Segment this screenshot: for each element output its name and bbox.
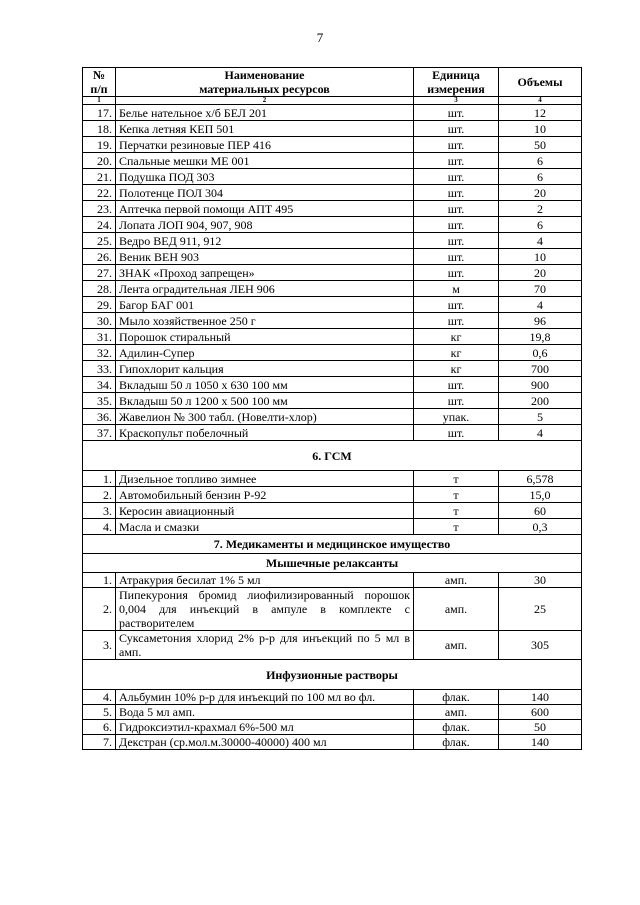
table-row (83, 233, 582, 249)
row-number: 34. (83, 377, 116, 393)
item-name: Аптечка первой помощи АПТ 495 (116, 201, 414, 217)
row-number: 2. (83, 487, 116, 503)
section-title-row (83, 535, 582, 554)
column-index: 3 (414, 97, 499, 105)
item-name: Атракурия бесилат 1% 5 мл (116, 573, 414, 588)
item-unit: шт. (414, 121, 499, 137)
item-volume: 60 (499, 503, 582, 519)
item-unit: кг (414, 345, 499, 361)
item-unit: шт. (414, 377, 499, 393)
item-unit: кг (414, 329, 499, 345)
row-number: 1. (83, 471, 116, 487)
row-number: 27. (83, 265, 116, 281)
item-name: Краскопульт побелочный (116, 425, 414, 441)
item-unit: м (414, 281, 499, 297)
row-number: 24. (83, 217, 116, 233)
item-name: Альбумин 10% р-р для инъекций по 100 мл во фл. (116, 690, 414, 705)
row-number: 29. (83, 297, 116, 313)
item-unit: т (414, 471, 499, 487)
row-number: 20. (83, 153, 116, 169)
row-number: 30. (83, 313, 116, 329)
table-row (83, 265, 582, 281)
table-row (83, 720, 582, 735)
item-unit: флак. (414, 690, 499, 705)
row-number: 26. (83, 249, 116, 265)
item-volume: 12 (499, 105, 582, 121)
item-name: Вода 5 мл амп. (116, 705, 414, 720)
table-row (83, 588, 582, 631)
item-unit: флак. (414, 735, 499, 750)
row-number: 19. (83, 137, 116, 153)
item-unit: шт. (414, 185, 499, 201)
table-row (83, 735, 582, 750)
item-volume: 50 (499, 137, 582, 153)
row-number: 36. (83, 409, 116, 425)
item-unit: т (414, 519, 499, 535)
item-volume: 5 (499, 409, 582, 425)
item-unit: амп. (414, 573, 499, 588)
item-volume: 50 (499, 720, 582, 735)
table-row (83, 217, 582, 233)
item-unit: шт. (414, 297, 499, 313)
item-name: Кепка летняя КЕП 501 (116, 121, 414, 137)
item-name: Порошок стиральный (116, 329, 414, 345)
table-row (83, 201, 582, 217)
item-unit: т (414, 487, 499, 503)
item-volume: 0,6 (499, 345, 582, 361)
item-name: Лопата ЛОП 904, 907, 908 (116, 217, 414, 233)
section-title-row (83, 441, 582, 471)
row-number: 4. (83, 519, 116, 535)
item-unit: шт. (414, 249, 499, 265)
item-name: Адилин-Супер (116, 345, 414, 361)
table-row (83, 297, 582, 313)
row-number: 31. (83, 329, 116, 345)
item-unit: шт. (414, 265, 499, 281)
item-name: Гидроксиэтил-крахмал 6%-500 мл (116, 720, 414, 735)
item-volume: 20 (499, 265, 582, 281)
item-name: Мыло хозяйственное 250 г (116, 313, 414, 329)
item-volume: 96 (499, 313, 582, 329)
table-row (83, 121, 582, 137)
item-name: Перчатки резиновые ПЕР 416 (116, 137, 414, 153)
row-number: 25. (83, 233, 116, 249)
item-volume: 305 (499, 631, 582, 660)
subsection-title: Мышечные релаксанты (83, 554, 582, 573)
row-number: 6. (83, 720, 116, 735)
item-volume: 2 (499, 201, 582, 217)
item-name: Дизельное топливо зимнее (116, 471, 414, 487)
item-volume: 140 (499, 690, 582, 705)
item-unit: шт. (414, 201, 499, 217)
item-name: Масла и смазки (116, 519, 414, 535)
table-row (83, 185, 582, 201)
item-unit: кг (414, 361, 499, 377)
row-number: 3. (83, 503, 116, 519)
item-volume: 4 (499, 425, 582, 441)
item-unit: амп. (414, 705, 499, 720)
table-row (83, 249, 582, 265)
item-name: Ведро ВЕД 911, 912 (116, 233, 414, 249)
row-number: 1. (83, 573, 116, 588)
item-volume: 900 (499, 377, 582, 393)
item-volume: 6 (499, 169, 582, 185)
row-number: 18. (83, 121, 116, 137)
row-number: 35. (83, 393, 116, 409)
item-name: Суксаметония хлорид 2% р-р для инъекций по 5 мл в амп. (116, 631, 414, 660)
table-row (83, 487, 582, 503)
item-volume: 600 (499, 705, 582, 720)
row-number: 32. (83, 345, 116, 361)
item-volume: 70 (499, 281, 582, 297)
table-row (83, 705, 582, 720)
row-number: 4. (83, 690, 116, 705)
item-volume: 6,578 (499, 471, 582, 487)
table-row (83, 361, 582, 377)
table-row (83, 409, 582, 425)
table-row (83, 393, 582, 409)
item-name: Веник ВЕН 903 (116, 249, 414, 265)
table-row (83, 690, 582, 705)
subsection-title-row (83, 660, 582, 690)
row-number: 33. (83, 361, 116, 377)
item-volume: 0,3 (499, 519, 582, 535)
table-row (83, 313, 582, 329)
table-row (83, 631, 582, 660)
subsection-title: Инфузионные растворы (83, 660, 582, 690)
table-row (83, 503, 582, 519)
item-name: Подушка ПОД 303 (116, 169, 414, 185)
item-unit: шт. (414, 137, 499, 153)
item-name: ЗНАК «Проход запрещен» (116, 265, 414, 281)
resources-table (82, 67, 582, 750)
row-number: 17. (83, 105, 116, 121)
table-row (83, 573, 582, 588)
item-unit: упак. (414, 409, 499, 425)
table-row (83, 377, 582, 393)
table-row (83, 345, 582, 361)
row-number: 21. (83, 169, 116, 185)
item-unit: амп. (414, 588, 499, 631)
column-index-row (83, 97, 582, 105)
header-num: № п/п (83, 68, 116, 97)
table-row (83, 281, 582, 297)
table-row (83, 329, 582, 345)
item-name: Пипекурония бромид лиофилизированный порошок 0,004 для инъекций в ампуле в комплекте с растворителем (116, 588, 414, 631)
item-unit: шт. (414, 169, 499, 185)
row-number: 3. (83, 631, 116, 660)
column-index: 1 (83, 97, 116, 105)
item-unit: шт. (414, 105, 499, 121)
item-volume: 700 (499, 361, 582, 377)
section-title: 6. ГСМ (83, 441, 582, 471)
item-name: Вкладыш 50 л 1200 х 500 100 мм (116, 393, 414, 409)
item-volume: 6 (499, 217, 582, 233)
item-volume: 4 (499, 297, 582, 313)
table-header-row (83, 68, 582, 97)
item-name: Декстран (ср.мол.м.30000-40000) 400 мл (116, 735, 414, 750)
item-volume: 19,8 (499, 329, 582, 345)
row-number: 28. (83, 281, 116, 297)
item-name: Полотенце ПОЛ 304 (116, 185, 414, 201)
item-name: Лента оградительная ЛЕН 906 (116, 281, 414, 297)
header-volume: Объемы (499, 68, 582, 97)
item-volume: 10 (499, 249, 582, 265)
item-name: Гипохлорит кальция (116, 361, 414, 377)
table-row (83, 425, 582, 441)
item-volume: 200 (499, 393, 582, 409)
column-index: 2 (116, 97, 414, 105)
table-row (83, 153, 582, 169)
item-name: Жавелион № 300 табл. (Новелти-хлор) (116, 409, 414, 425)
table-row (83, 519, 582, 535)
item-volume: 25 (499, 588, 582, 631)
item-unit: т (414, 503, 499, 519)
item-name: Автомобильный бензин Р-92 (116, 487, 414, 503)
column-index: 4 (499, 97, 582, 105)
item-name: Белье нательное х/б БЕЛ 201 (116, 105, 414, 121)
item-unit: шт. (414, 153, 499, 169)
section-title: 7. Медикаменты и медицинское имущество (83, 535, 582, 554)
item-unit: шт. (414, 217, 499, 233)
item-volume: 15,0 (499, 487, 582, 503)
row-number: 23. (83, 201, 116, 217)
row-number: 37. (83, 425, 116, 441)
row-number: 2. (83, 588, 116, 631)
item-name: Багор БАГ 001 (116, 297, 414, 313)
item-unit: шт. (414, 313, 499, 329)
item-volume: 6 (499, 153, 582, 169)
item-unit: амп. (414, 631, 499, 660)
item-volume: 10 (499, 121, 582, 137)
row-number: 7. (83, 735, 116, 750)
item-unit: шт. (414, 233, 499, 249)
table-row (83, 471, 582, 487)
subsection-title-row (83, 554, 582, 573)
table-row (83, 137, 582, 153)
table-row (83, 169, 582, 185)
item-name: Спальные мешки МЕ 001 (116, 153, 414, 169)
item-volume: 140 (499, 735, 582, 750)
item-volume: 4 (499, 233, 582, 249)
item-volume: 20 (499, 185, 582, 201)
item-name: Керосин авиационный (116, 503, 414, 519)
table-row (83, 105, 582, 121)
row-number: 22. (83, 185, 116, 201)
item-unit: флак. (414, 720, 499, 735)
row-number: 5. (83, 705, 116, 720)
item-volume: 30 (499, 573, 582, 588)
item-name: Вкладыш 50 л 1050 х 630 100 мм (116, 377, 414, 393)
header-unit: Единица измерения (414, 68, 499, 97)
page-number: 7 (316, 30, 324, 45)
header-name: Наименование материальных ресурсов (116, 68, 414, 97)
item-unit: шт. (414, 425, 499, 441)
item-unit: шт. (414, 393, 499, 409)
